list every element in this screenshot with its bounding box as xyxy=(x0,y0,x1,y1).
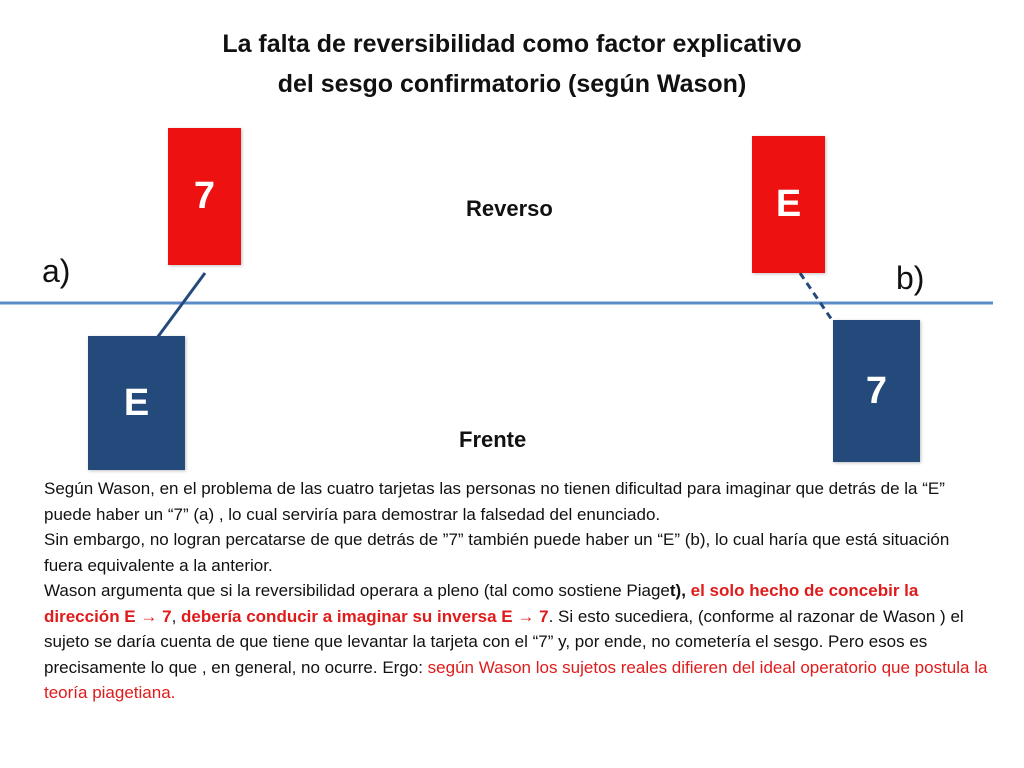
connector-b-dashed xyxy=(800,273,832,320)
p3-segment-4: 7 xyxy=(157,606,172,626)
case-a-label: a) xyxy=(42,253,71,289)
arrow-icon: → xyxy=(140,606,158,626)
p3-segment-2: t), xyxy=(669,581,686,600)
card-a-back-label: 7 xyxy=(193,175,216,217)
card-a-back xyxy=(168,128,241,265)
card-b-front xyxy=(833,320,920,462)
p3-segment-7: 7 xyxy=(534,606,549,626)
arrow-icon: → xyxy=(517,606,535,626)
card-a-front xyxy=(88,336,185,470)
connector-a-solid xyxy=(157,273,205,338)
frente-label: Frente xyxy=(459,427,527,452)
title-line-2: del sesgo confirmatorio (según Wason) xyxy=(277,70,747,98)
card-b-back xyxy=(752,136,825,273)
p3-segment-8: . Si esto sucediera, (conforme al razonar de Wason ) el sujeto se daría cuenta de que tiene que levantar la tarjeta con el “7” y, por ende, no cometería el sesgo. Pero esos es precisamente lo que , en general, no ocurre. Ergo: xyxy=(44,606,964,677)
paragraph-2: Sin embargo, no logran percatarse de que detrás de ”7” también puede haber un “E” (b), lo cual haría que está situación fuera equivalente a la anterior. xyxy=(44,530,950,575)
paragraph-3 xyxy=(44,578,988,706)
explanation-text xyxy=(44,476,988,706)
p3-segment-5: , xyxy=(171,606,177,626)
p3-segment-1: Wason argumenta que si la reversibilidad operara a pleno (tal como sostiene Piage xyxy=(44,581,670,600)
reverso-label: Reverso xyxy=(466,196,553,221)
card-a-front-label: E xyxy=(123,381,150,424)
p3-conclusion: según Wason los sujetos reales difieren del ideal operatorio que postula la teoría piagetiana. xyxy=(44,657,988,702)
paragraph-1: Según Wason, en el problema de las cuatro tarjetas las personas no tienen dificultad para imaginar que detrás de la “E” puede haber un “7” (a) , lo cual serviría para demostrar la falsedad del enunciado. xyxy=(44,479,945,524)
p3-segment-3: el solo hecho de concebir la dirección E xyxy=(44,581,919,626)
p3-highlight-2 xyxy=(176,607,548,626)
case-b-label: b) xyxy=(896,260,925,296)
p3-segment-6: debería conducir a imaginar su inversa E xyxy=(176,606,518,626)
card-b-front-label: 7 xyxy=(865,369,888,412)
title-line-1: La falta de reversibilidad como factor explicativo xyxy=(222,30,802,58)
card-b-back-label: E xyxy=(775,183,802,225)
